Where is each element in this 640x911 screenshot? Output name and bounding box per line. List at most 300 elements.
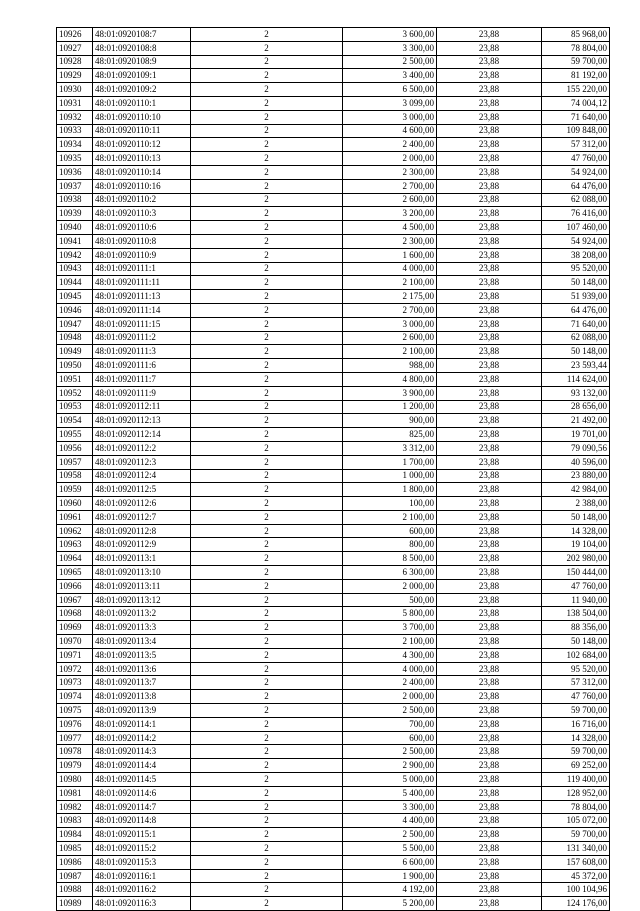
count-cell: 2 [191, 731, 343, 745]
count-cell: 2 [191, 607, 343, 621]
cadastral-number: 48:01:0920111:7 [93, 372, 191, 386]
amount-cell: 114 624,00 [542, 372, 610, 386]
count-cell: 2 [191, 290, 343, 304]
count-cell: 2 [191, 800, 343, 814]
cadastral-number: 48:01:0920111:11 [93, 276, 191, 290]
record-number: 10970 [57, 635, 93, 649]
cadastral-number: 48:01:0920112:7 [93, 510, 191, 524]
record-number: 10963 [57, 538, 93, 552]
amount-cell: 155 220,00 [542, 83, 610, 97]
rate-cell: 23,88 [437, 566, 542, 580]
cadastral-number: 48:01:0920116:2 [93, 883, 191, 897]
amount-cell: 81 192,00 [542, 69, 610, 83]
cadastral-number: 48:01:0920116:3 [93, 897, 191, 911]
area-cell: 2 400,00 [343, 676, 437, 690]
record-number: 10939 [57, 207, 93, 221]
amount-cell: 45 372,00 [542, 869, 610, 883]
rate-cell: 23,88 [437, 593, 542, 607]
amount-cell: 102 684,00 [542, 648, 610, 662]
cadastral-number: 48:01:0920113:7 [93, 676, 191, 690]
data-table [56, 27, 610, 911]
rate-cell: 23,88 [437, 276, 542, 290]
record-number: 10964 [57, 552, 93, 566]
area-cell: 600,00 [343, 731, 437, 745]
table-row [57, 828, 610, 842]
cadastral-number: 48:01:0920113:6 [93, 662, 191, 676]
rate-cell: 23,88 [437, 41, 542, 55]
count-cell: 2 [191, 828, 343, 842]
record-number: 10977 [57, 731, 93, 745]
record-number: 10980 [57, 773, 93, 787]
cadastral-number: 48:01:0920112:4 [93, 469, 191, 483]
cadastral-number: 48:01:0920112:8 [93, 524, 191, 538]
amount-cell: 59 700,00 [542, 704, 610, 718]
rate-cell: 23,88 [437, 262, 542, 276]
amount-cell: 11 940,00 [542, 593, 610, 607]
rate-cell: 23,88 [437, 621, 542, 635]
count-cell: 2 [191, 193, 343, 207]
count-cell: 2 [191, 110, 343, 124]
amount-cell: 14 328,00 [542, 524, 610, 538]
count-cell: 2 [191, 248, 343, 262]
record-number: 10974 [57, 690, 93, 704]
record-number: 10953 [57, 400, 93, 414]
record-number: 10944 [57, 276, 93, 290]
cadastral-number: 48:01:0920113:9 [93, 704, 191, 718]
amount-cell: 54 924,00 [542, 165, 610, 179]
table-row [57, 869, 610, 883]
rate-cell: 23,88 [437, 579, 542, 593]
cadastral-number: 48:01:0920113:4 [93, 635, 191, 649]
area-cell: 2 700,00 [343, 179, 437, 193]
amount-cell: 47 760,00 [542, 152, 610, 166]
area-cell: 2 100,00 [343, 276, 437, 290]
amount-cell: 79 090,56 [542, 441, 610, 455]
cadastral-number: 48:01:0920112:9 [93, 538, 191, 552]
table-row [57, 773, 610, 787]
count-cell: 2 [191, 69, 343, 83]
cadastral-number: 48:01:0920112:11 [93, 400, 191, 414]
record-number: 10984 [57, 828, 93, 842]
amount-cell: 21 492,00 [542, 414, 610, 428]
count-cell: 2 [191, 538, 343, 552]
record-number: 10956 [57, 441, 93, 455]
table-row [57, 607, 610, 621]
record-number: 10937 [57, 179, 93, 193]
rate-cell: 23,88 [437, 317, 542, 331]
table-row [57, 883, 610, 897]
area-cell: 4 192,00 [343, 883, 437, 897]
record-number: 10983 [57, 814, 93, 828]
amount-cell: 51 939,00 [542, 290, 610, 304]
rate-cell: 23,88 [437, 704, 542, 718]
area-cell: 4 300,00 [343, 648, 437, 662]
table-row [57, 510, 610, 524]
rate-cell: 23,88 [437, 524, 542, 538]
record-number: 10968 [57, 607, 93, 621]
area-cell: 2 500,00 [343, 704, 437, 718]
rate-cell: 23,88 [437, 510, 542, 524]
cadastral-number: 48:01:0920114:3 [93, 745, 191, 759]
record-number: 10926 [57, 28, 93, 42]
table-row [57, 441, 610, 455]
area-cell: 2 500,00 [343, 55, 437, 69]
cadastral-number: 48:01:0920113:12 [93, 593, 191, 607]
count-cell: 2 [191, 221, 343, 235]
count-cell: 2 [191, 234, 343, 248]
area-cell: 3 200,00 [343, 207, 437, 221]
amount-cell: 23 593,44 [542, 359, 610, 373]
record-number: 10942 [57, 248, 93, 262]
rate-cell: 23,88 [437, 483, 542, 497]
amount-cell: 50 148,00 [542, 635, 610, 649]
table-row [57, 428, 610, 442]
area-cell: 3 600,00 [343, 28, 437, 42]
area-cell: 4 600,00 [343, 124, 437, 138]
area-cell: 1 900,00 [343, 869, 437, 883]
record-number: 10927 [57, 41, 93, 55]
amount-cell: 138 504,00 [542, 607, 610, 621]
record-number: 10966 [57, 579, 93, 593]
amount-cell: 119 400,00 [542, 773, 610, 787]
rate-cell: 23,88 [437, 773, 542, 787]
count-cell: 2 [191, 593, 343, 607]
amount-cell: 57 312,00 [542, 138, 610, 152]
record-number: 10967 [57, 593, 93, 607]
amount-cell: 100 104,96 [542, 883, 610, 897]
table-row [57, 552, 610, 566]
area-cell: 2 100,00 [343, 345, 437, 359]
amount-cell: 2 388,00 [542, 497, 610, 511]
table-row [57, 538, 610, 552]
record-number: 10985 [57, 842, 93, 856]
amount-cell: 50 148,00 [542, 510, 610, 524]
table-row [57, 28, 610, 42]
table-row [57, 207, 610, 221]
cadastral-number: 48:01:0920111:3 [93, 345, 191, 359]
record-number: 10935 [57, 152, 93, 166]
count-cell: 2 [191, 455, 343, 469]
table-row [57, 55, 610, 69]
count-cell: 2 [191, 96, 343, 110]
table-row [57, 400, 610, 414]
count-cell: 2 [191, 786, 343, 800]
table-row [57, 690, 610, 704]
table-row [57, 359, 610, 373]
table-row [57, 648, 610, 662]
area-cell: 1 700,00 [343, 455, 437, 469]
area-cell: 1 600,00 [343, 248, 437, 262]
cadastral-number: 48:01:0920113:3 [93, 621, 191, 635]
table-row [57, 745, 610, 759]
record-number: 10978 [57, 745, 93, 759]
record-number: 10952 [57, 386, 93, 400]
count-cell: 2 [191, 717, 343, 731]
cadastral-number: 48:01:0920109:1 [93, 69, 191, 83]
count-cell: 2 [191, 262, 343, 276]
amount-cell: 64 476,00 [542, 179, 610, 193]
amount-cell: 74 004,12 [542, 96, 610, 110]
table-row [57, 786, 610, 800]
record-number: 10972 [57, 662, 93, 676]
count-cell: 2 [191, 345, 343, 359]
count-cell: 2 [191, 869, 343, 883]
cadastral-number: 48:01:0920113:5 [93, 648, 191, 662]
amount-cell: 95 520,00 [542, 262, 610, 276]
table-row [57, 855, 610, 869]
area-cell: 1 000,00 [343, 469, 437, 483]
table-row [57, 96, 610, 110]
area-cell: 600,00 [343, 524, 437, 538]
amount-cell: 71 640,00 [542, 317, 610, 331]
rate-cell: 23,88 [437, 897, 542, 911]
rate-cell: 23,88 [437, 248, 542, 262]
table-row [57, 593, 610, 607]
record-number: 10941 [57, 234, 93, 248]
rate-cell: 23,88 [437, 69, 542, 83]
table-row [57, 372, 610, 386]
record-number: 10982 [57, 800, 93, 814]
amount-cell: 88 356,00 [542, 621, 610, 635]
area-cell: 3 312,00 [343, 441, 437, 455]
amount-cell: 50 148,00 [542, 345, 610, 359]
table-row [57, 110, 610, 124]
record-number: 10959 [57, 483, 93, 497]
area-cell: 6 300,00 [343, 566, 437, 580]
table-row [57, 345, 610, 359]
count-cell: 2 [191, 83, 343, 97]
count-cell: 2 [191, 676, 343, 690]
amount-cell: 62 088,00 [542, 193, 610, 207]
cadastral-number: 48:01:0920112:3 [93, 455, 191, 469]
record-number: 10962 [57, 524, 93, 538]
count-cell: 2 [191, 842, 343, 856]
area-cell: 2 400,00 [343, 138, 437, 152]
cadastral-number: 48:01:0920110:10 [93, 110, 191, 124]
table-row [57, 179, 610, 193]
amount-cell: 78 804,00 [542, 800, 610, 814]
table-row [57, 248, 610, 262]
area-cell: 3 099,00 [343, 96, 437, 110]
rate-cell: 23,88 [437, 869, 542, 883]
record-number: 10987 [57, 869, 93, 883]
record-number: 10954 [57, 414, 93, 428]
count-cell: 2 [191, 883, 343, 897]
cadastral-number: 48:01:0920112:6 [93, 497, 191, 511]
cadastral-number: 48:01:0920108:8 [93, 41, 191, 55]
count-cell: 2 [191, 621, 343, 635]
table-row [57, 704, 610, 718]
table-row [57, 497, 610, 511]
count-cell: 2 [191, 414, 343, 428]
cadastral-number: 48:01:0920112:5 [93, 483, 191, 497]
record-number: 10965 [57, 566, 93, 580]
record-number: 10938 [57, 193, 93, 207]
cadastral-number: 48:01:0920111:2 [93, 331, 191, 345]
rate-cell: 23,88 [437, 676, 542, 690]
count-cell: 2 [191, 483, 343, 497]
count-cell: 2 [191, 773, 343, 787]
rate-cell: 23,88 [437, 497, 542, 511]
count-cell: 2 [191, 579, 343, 593]
table-row [57, 290, 610, 304]
rate-cell: 23,88 [437, 55, 542, 69]
amount-cell: 16 716,00 [542, 717, 610, 731]
cadastral-number: 48:01:0920110:11 [93, 124, 191, 138]
area-cell: 2 600,00 [343, 193, 437, 207]
record-number: 10960 [57, 497, 93, 511]
table-row [57, 800, 610, 814]
rate-cell: 23,88 [437, 83, 542, 97]
table-row [57, 566, 610, 580]
record-number: 10930 [57, 83, 93, 97]
area-cell: 5 800,00 [343, 607, 437, 621]
record-number: 10948 [57, 331, 93, 345]
cadastral-number: 48:01:0920110:13 [93, 152, 191, 166]
table-row [57, 483, 610, 497]
rate-cell: 23,88 [437, 303, 542, 317]
amount-cell: 85 968,00 [542, 28, 610, 42]
table-body [57, 28, 610, 911]
table-row [57, 262, 610, 276]
area-cell: 900,00 [343, 414, 437, 428]
cadastral-number: 48:01:0920111:15 [93, 317, 191, 331]
area-cell: 4 000,00 [343, 662, 437, 676]
record-number: 10936 [57, 165, 93, 179]
area-cell: 2 300,00 [343, 234, 437, 248]
area-cell: 1 800,00 [343, 483, 437, 497]
amount-cell: 23 880,00 [542, 469, 610, 483]
rate-cell: 23,88 [437, 731, 542, 745]
rate-cell: 23,88 [437, 883, 542, 897]
rate-cell: 23,88 [437, 786, 542, 800]
area-cell: 3 000,00 [343, 110, 437, 124]
count-cell: 2 [191, 759, 343, 773]
amount-cell: 59 700,00 [542, 55, 610, 69]
amount-cell: 157 608,00 [542, 855, 610, 869]
area-cell: 4 400,00 [343, 814, 437, 828]
table-row [57, 386, 610, 400]
count-cell: 2 [191, 510, 343, 524]
cadastral-number: 48:01:0920111:9 [93, 386, 191, 400]
area-cell: 2 000,00 [343, 152, 437, 166]
cadastral-number: 48:01:0920111:14 [93, 303, 191, 317]
count-cell: 2 [191, 897, 343, 911]
cadastral-number: 48:01:0920110:8 [93, 234, 191, 248]
amount-cell: 14 328,00 [542, 731, 610, 745]
table-row [57, 842, 610, 856]
record-number: 10943 [57, 262, 93, 276]
table-row [57, 759, 610, 773]
count-cell: 2 [191, 400, 343, 414]
amount-cell: 131 340,00 [542, 842, 610, 856]
table-row [57, 676, 610, 690]
amount-cell: 64 476,00 [542, 303, 610, 317]
record-number: 10986 [57, 855, 93, 869]
amount-cell: 76 416,00 [542, 207, 610, 221]
record-number: 10949 [57, 345, 93, 359]
rate-cell: 23,88 [437, 538, 542, 552]
cadastral-number: 48:01:0920112:14 [93, 428, 191, 442]
count-cell: 2 [191, 152, 343, 166]
area-cell: 500,00 [343, 593, 437, 607]
area-cell: 5 500,00 [343, 842, 437, 856]
amount-cell: 93 132,00 [542, 386, 610, 400]
table-row [57, 276, 610, 290]
record-number: 10989 [57, 897, 93, 911]
rate-cell: 23,88 [437, 400, 542, 414]
amount-cell: 19 701,00 [542, 428, 610, 442]
area-cell: 825,00 [343, 428, 437, 442]
rate-cell: 23,88 [437, 345, 542, 359]
record-number: 10928 [57, 55, 93, 69]
cadastral-number: 48:01:0920113:10 [93, 566, 191, 580]
cadastral-number: 48:01:0920114:8 [93, 814, 191, 828]
count-cell: 2 [191, 566, 343, 580]
cadastral-number: 48:01:0920116:1 [93, 869, 191, 883]
amount-cell: 50 148,00 [542, 276, 610, 290]
amount-cell: 78 804,00 [542, 41, 610, 55]
amount-cell: 107 460,00 [542, 221, 610, 235]
record-number: 10969 [57, 621, 93, 635]
record-number: 10973 [57, 676, 93, 690]
cadastral-number: 48:01:0920110:16 [93, 179, 191, 193]
area-cell: 2 600,00 [343, 331, 437, 345]
rate-cell: 23,88 [437, 290, 542, 304]
rate-cell: 23,88 [437, 690, 542, 704]
table-row [57, 303, 610, 317]
cadastral-number: 48:01:0920113:11 [93, 579, 191, 593]
count-cell: 2 [191, 428, 343, 442]
record-number: 10951 [57, 372, 93, 386]
area-cell: 3 300,00 [343, 41, 437, 55]
amount-cell: 38 208,00 [542, 248, 610, 262]
table-row [57, 165, 610, 179]
amount-cell: 57 312,00 [542, 676, 610, 690]
rate-cell: 23,88 [437, 759, 542, 773]
cadastral-number: 48:01:0920108:9 [93, 55, 191, 69]
amount-cell: 128 952,00 [542, 786, 610, 800]
count-cell: 2 [191, 207, 343, 221]
table-row [57, 731, 610, 745]
amount-cell: 47 760,00 [542, 579, 610, 593]
cadastral-number: 48:01:0920112:13 [93, 414, 191, 428]
rate-cell: 23,88 [437, 745, 542, 759]
cadastral-number: 48:01:0920110:14 [93, 165, 191, 179]
area-cell: 2 300,00 [343, 165, 437, 179]
count-cell: 2 [191, 372, 343, 386]
rate-cell: 23,88 [437, 138, 542, 152]
area-cell: 2 100,00 [343, 635, 437, 649]
rate-cell: 23,88 [437, 207, 542, 221]
area-cell: 3 700,00 [343, 621, 437, 635]
area-cell: 2 000,00 [343, 579, 437, 593]
count-cell: 2 [191, 552, 343, 566]
rate-cell: 23,88 [437, 800, 542, 814]
cadastral-number: 48:01:0920111:1 [93, 262, 191, 276]
record-number: 10961 [57, 510, 93, 524]
cadastral-number: 48:01:0920114:6 [93, 786, 191, 800]
rate-cell: 23,88 [437, 96, 542, 110]
table-row [57, 897, 610, 911]
count-cell: 2 [191, 303, 343, 317]
cadastral-number: 48:01:0920108:7 [93, 28, 191, 42]
table-row [57, 524, 610, 538]
cadastral-number: 48:01:0920114:1 [93, 717, 191, 731]
table-row [57, 621, 610, 635]
cadastral-number: 48:01:0920110:12 [93, 138, 191, 152]
cadastral-number: 48:01:0920113:2 [93, 607, 191, 621]
